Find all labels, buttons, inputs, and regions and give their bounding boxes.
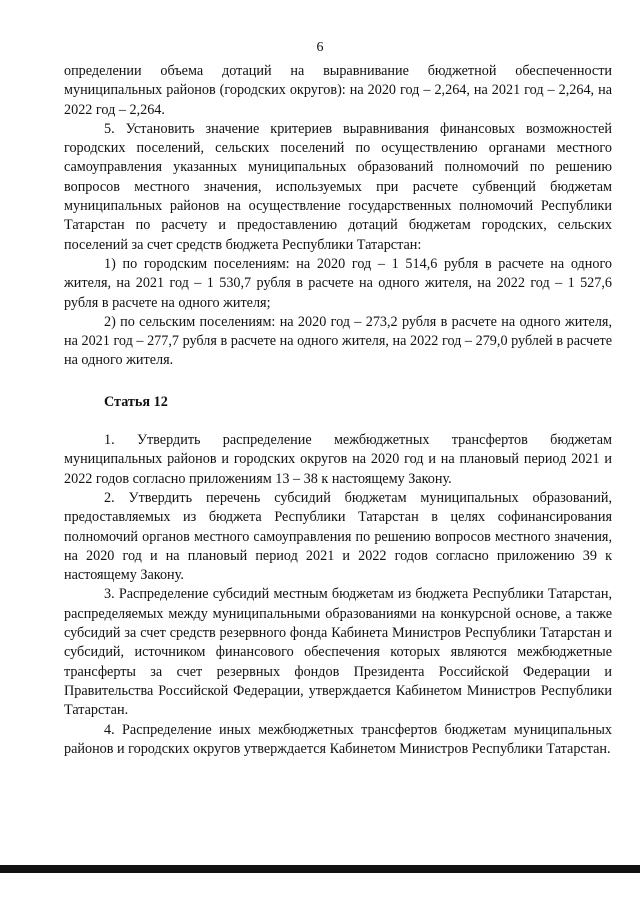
- article-paragraph-2: 2. Утвердить перечень субсидий бюджетам муниципальных образований, предоставляемых из бюджета Республики Татарстан в целях софинансирования полномочий органов местного самоуправления по решению вопросов местного значения, на 2020 год и на плановый период 2021 и 2022 годов согласно приложению 39 к настоящему Закону.: [64, 489, 612, 584]
- scan-bottom-border: [0, 865, 640, 873]
- paragraph-continuation: определении объема дотаций на выравнивание бюджетной обеспеченности муниципальных районов (городских округов): на 2020 год – 2,264, на 2021 год – 2,264, на 2022 год – 2,264.: [64, 63, 612, 118]
- document-body: [64, 62, 612, 759]
- article-paragraph-1: 1. Утвердить распределение межбюджетных трансфертов бюджетам муниципальных районов и городских округов на 2020 год и на плановый период 2021 и 2022 годов согласно приложениям 13 – 38 к настоящему Закону.: [64, 432, 612, 487]
- article-paragraph-4: 4. Распределение иных межбюджетных трансфертов бюджетам муниципальных районов и городских округов утверждается Кабинетом Министров Республики Татарстан.: [64, 721, 612, 757]
- paragraph-subitem-1: 1) по городским поселениям: на 2020 год – 1 514,6 рубля в расчете на одного жителя, на 2021 год – 1 530,7 рубля в расчете на одного жителя, на 2022 год – 1 527,6 рубля в расчете на одного жителя;: [64, 255, 612, 311]
- paragraph-item-5: 5. Установить значение критериев выравнивания финансовых возможностей городских поселений, сельских поселений по осуществлению органами местного самоуправления указанных муниципальных образований полномочий по решению вопросов местного значения, используемых при расчете субвенций бюджетам муниципальных районов на осуществление государственных полномочий Республики Татарстан по расчету и предоставлению дотаций бюджетам городских, сельских поселений за счет средств бюджета Республики Татарстан:: [64, 120, 612, 253]
- page-number: 6: [316, 40, 324, 55]
- article-paragraph-3: 3. Распределение субсидий местным бюджетам из бюджета Республики Татарстан, распределяемых между муниципальными образованиями на конкурсной основе, а также субсидий за счет средств резервного фонда Кабинета Министров Республики Татарстан и субсидий, источником финансового обеспечения которых являются межбюджетные трансферты за счет резервных фондов Президента Российской Федерации и Правительства Российской Федерации, утверждается Кабинетом Министров Республики Татарстан.: [64, 586, 612, 719]
- article-heading: Статья 12: [104, 393, 168, 410]
- paragraph-subitem-2: 2) по сельским поселениям: на 2020 год – 273,2 рубля в расчете на одного жителя, на 2021 год – 277,7 рубля в расчете на одного жителя, на 2022 год – 279,0 рублей в расчете на одного жителя.: [64, 313, 612, 369]
